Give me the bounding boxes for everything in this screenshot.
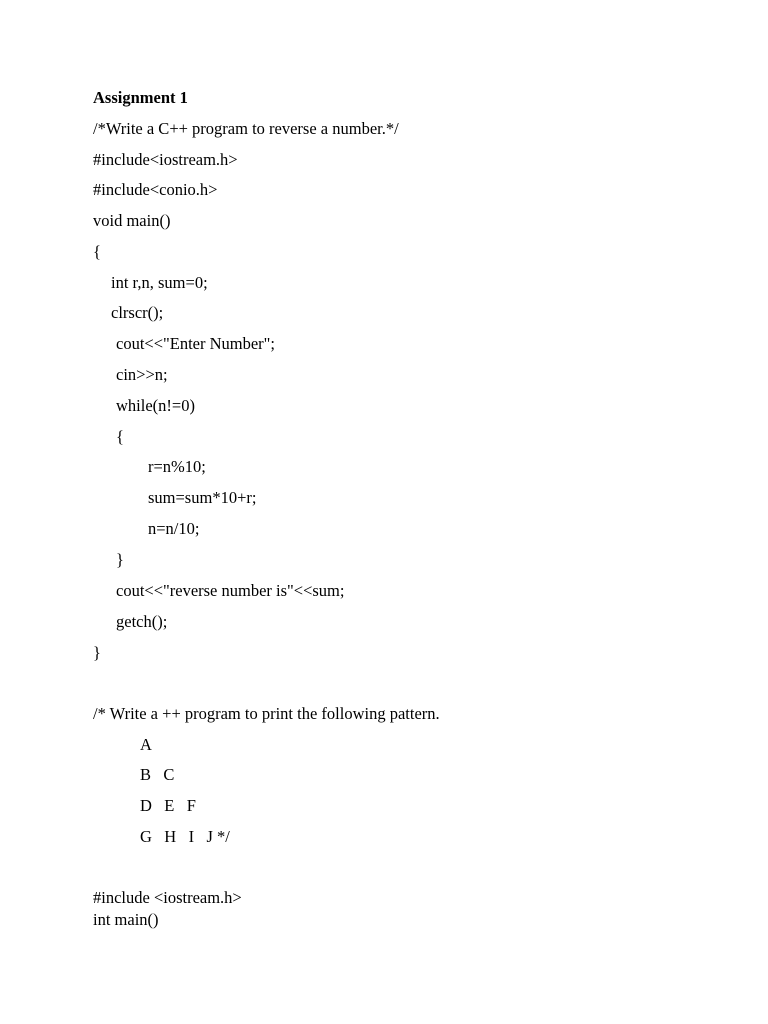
program1-getch: getch();: [116, 612, 168, 631]
program1-loop-close-brace: }: [116, 550, 124, 569]
pattern-row-4: G H I J */: [140, 827, 230, 846]
program1-close-brace: }: [93, 643, 101, 662]
assignment-title: Assignment 1: [93, 88, 188, 107]
program1-prompt-output: cout<<"Enter Number";: [116, 334, 275, 353]
program1-loop-open-brace: {: [116, 427, 124, 446]
program1-open-brace: {: [93, 242, 101, 261]
program1-include-iostream: #include<iostream.h>: [93, 150, 238, 169]
program1-include-conio: #include<conio.h>: [93, 180, 218, 199]
pattern-row-1: A: [140, 735, 152, 754]
program1-input: cin>>n;: [116, 365, 168, 384]
program1-main-declaration: void main(): [93, 211, 171, 230]
program1-loop-statement-2: sum=sum*10+r;: [148, 488, 257, 507]
program1-loop-statement-1: r=n%10;: [148, 457, 206, 476]
pattern-row-2: B C: [140, 765, 175, 784]
program1-variable-declaration: int r,n, sum=0;: [111, 273, 208, 292]
pattern-row-3: D E F: [140, 796, 196, 815]
program2-main-declaration: int main(): [93, 910, 159, 929]
program1-loop-statement-3: n=n/10;: [148, 519, 200, 538]
program1-while-loop: while(n!=0): [116, 396, 195, 415]
program1-result-output: cout<<"reverse number is"<<sum;: [116, 581, 345, 600]
program1-comment: /*Write a C++ program to reverse a number.*/: [93, 119, 399, 138]
program1-clrscr: clrscr();: [111, 303, 164, 322]
program2-comment: /* Write a ++ program to print the following pattern.: [93, 704, 440, 723]
program2-include-iostream: #include <iostream.h>: [93, 888, 242, 907]
